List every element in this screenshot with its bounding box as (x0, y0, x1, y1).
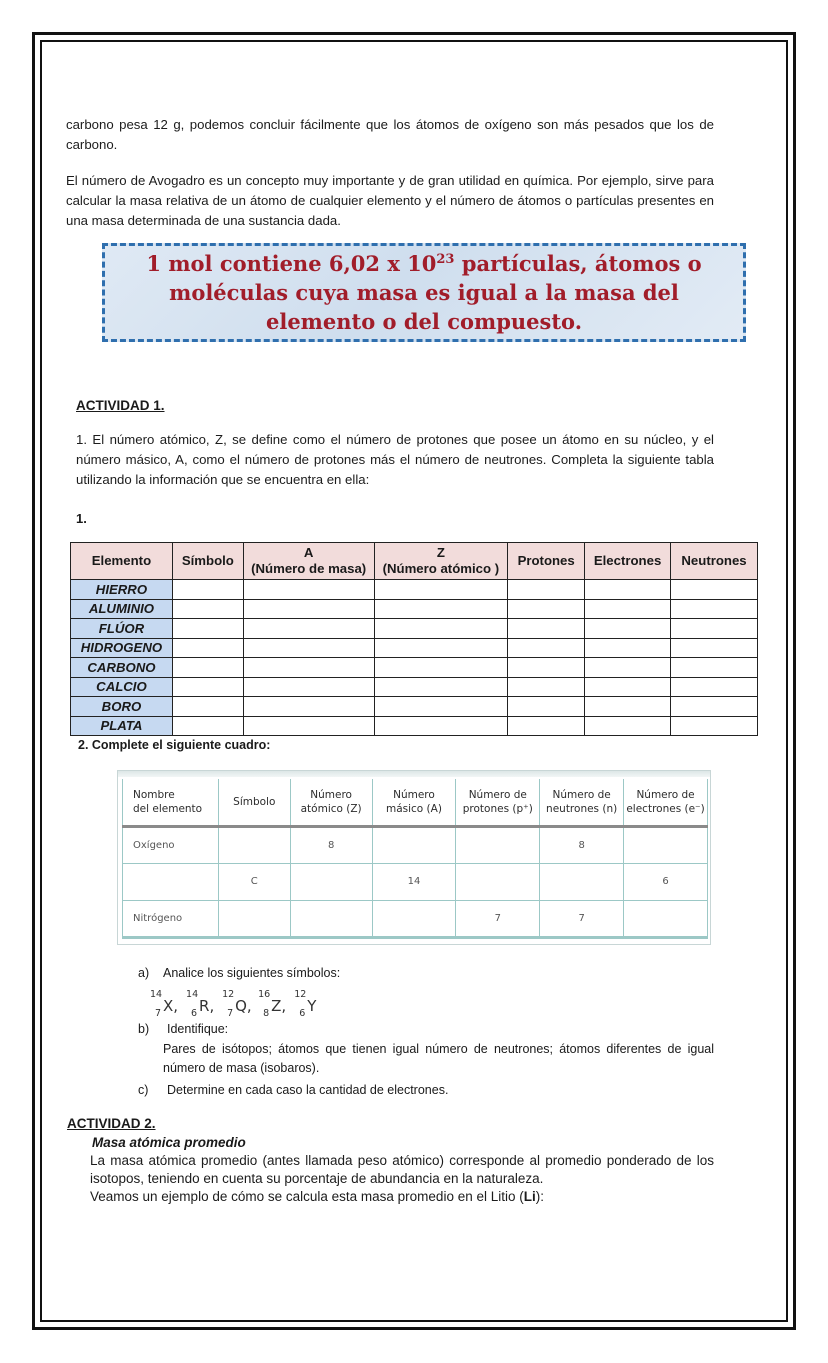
empty-answer-cell[interactable] (243, 619, 374, 639)
activity2-paragraph (90, 1152, 714, 1206)
item-b-text: Identifique: (167, 1022, 229, 1036)
isotope-symbol (150, 990, 178, 1020)
empty-answer-cell[interactable] (243, 697, 374, 717)
t2-header-electrones-1: Número de (636, 788, 695, 801)
element-letter: Z, (271, 997, 287, 1015)
isotope-symbols (150, 990, 322, 1020)
avogadro-statement (124, 249, 724, 336)
value-cell: 14 (372, 863, 456, 900)
element-letter: Q, (235, 997, 252, 1015)
empty-answer-cell[interactable] (508, 697, 585, 717)
table-row (123, 863, 708, 900)
empty-answer-cell[interactable] (671, 599, 758, 619)
element-letter: Y (307, 997, 317, 1015)
table-row (71, 580, 758, 600)
element-name-cell: Nitrógeno (123, 900, 219, 937)
element-name-cell: CALCIO (71, 677, 173, 697)
empty-answer-cell[interactable] (374, 599, 508, 619)
empty-answer-cell[interactable] (172, 599, 243, 619)
t2-header-electrones-2: electrones (e⁻) (626, 802, 705, 815)
empty-answer-cell[interactable] (671, 677, 758, 697)
item-c-label: c) (138, 1083, 149, 1097)
t2-header-masico-2: másico (A) (385, 802, 442, 815)
activity1-text: 1. El número atómico, Z, se define como el número de protones que posee un átomo en su núcleo, y el número másico, A, como el número de protones más el número de neutrones. Completa la siguiente tabla utilizando la información que se encuentra en ella: (76, 432, 714, 487)
empty-answer-cell[interactable] (172, 677, 243, 697)
empty-answer-cell[interactable] (671, 697, 758, 717)
empty-answer-cell[interactable] (374, 619, 508, 639)
value-cell[interactable] (456, 826, 540, 863)
table1-label: 1. (76, 511, 87, 526)
avogadro-part2: partículas, átomos o moléculas cuya masa es igual a la masa del elemento o del compuesto. (169, 251, 702, 334)
value-cell: 7 (540, 900, 624, 937)
header-a (243, 543, 374, 580)
activity2-text2 (90, 1188, 714, 1206)
atomic-number: 7 (155, 1008, 162, 1019)
isotope-symbol (222, 990, 250, 1020)
activity2-subheading: Masa atómica promedio (92, 1135, 246, 1150)
empty-answer-cell[interactable] (585, 697, 671, 717)
empty-answer-cell[interactable] (585, 658, 671, 678)
table-row (71, 677, 758, 697)
t2-header-atomico-2: atómico (Z) (300, 802, 362, 815)
empty-answer-cell[interactable] (374, 580, 508, 600)
empty-answer-cell[interactable] (243, 599, 374, 619)
t2-header-nombre-2: del elemento (133, 802, 203, 815)
empty-answer-cell[interactable] (508, 716, 585, 736)
value-cell[interactable] (624, 826, 708, 863)
empty-answer-cell[interactable] (585, 619, 671, 639)
header-z (374, 543, 508, 580)
empty-answer-cell[interactable] (508, 677, 585, 697)
table-row (71, 697, 758, 717)
mass-number: 14 (150, 989, 163, 1000)
empty-answer-cell[interactable] (671, 658, 758, 678)
value-cell[interactable] (290, 863, 372, 900)
value-cell[interactable] (540, 863, 624, 900)
empty-answer-cell[interactable] (243, 677, 374, 697)
isotope-symbol (186, 990, 214, 1020)
empty-answer-cell[interactable] (508, 658, 585, 678)
empty-answer-cell[interactable] (671, 580, 758, 600)
mass-number: 12 (222, 989, 235, 1000)
empty-answer-cell[interactable] (508, 580, 585, 600)
value-cell: 7 (456, 900, 540, 937)
header-a-line1: A (303, 545, 314, 560)
empty-answer-cell[interactable] (172, 697, 243, 717)
t2-header-electrones (624, 779, 708, 826)
value-cell[interactable] (372, 900, 456, 937)
table-row (71, 638, 758, 658)
avogadro-highlight-box (102, 243, 746, 342)
element-name-cell: HIDROGENO (71, 638, 173, 658)
activity2-text2-post: ): (535, 1189, 544, 1204)
empty-answer-cell[interactable] (374, 658, 508, 678)
t2-header-protones (456, 779, 540, 826)
activity2-text2-pre: Veamos un ejemplo de cómo se calcula esta masa promedio en el Litio ( (90, 1189, 524, 1204)
t2-header-protones-2: protones (p⁺) (462, 802, 533, 815)
atomic-number: 8 (263, 1008, 270, 1019)
value-cell[interactable] (218, 900, 290, 937)
empty-answer-cell[interactable] (585, 638, 671, 658)
t2-header-protones-1: Número de (468, 788, 527, 801)
header-elemento: Elemento (71, 543, 173, 580)
empty-answer-cell[interactable] (508, 599, 585, 619)
empty-answer-cell[interactable] (243, 638, 374, 658)
activity1-description (76, 430, 714, 490)
empty-answer-cell[interactable] (671, 619, 758, 639)
empty-answer-cell[interactable] (508, 638, 585, 658)
empty-answer-cell[interactable] (172, 580, 243, 600)
t2-header-neutrones-1: Número de (552, 788, 611, 801)
header-z-line2: (Número atómico ) (382, 561, 500, 576)
table-row (71, 599, 758, 619)
isotope-symbol (258, 990, 286, 1020)
element-name-cell: CARBONO (71, 658, 173, 678)
mass-number: 16 (258, 989, 271, 1000)
atomic-number: 6 (299, 1008, 306, 1019)
empty-answer-cell[interactable] (243, 716, 374, 736)
elements-table-header (71, 543, 758, 580)
table-row (123, 826, 708, 863)
header-electrones: Electrones (585, 543, 671, 580)
empty-answer-cell[interactable] (671, 638, 758, 658)
item-b-detail: Pares de isótopos; átomos que tienen igual número de neutrones; átomos diferentes de igual número de masa (isobaros). (163, 1042, 714, 1075)
t2-header-nombre (123, 779, 219, 826)
atomic-number: 6 (191, 1008, 198, 1019)
empty-answer-cell[interactable] (374, 677, 508, 697)
item-a-text: Analice los siguientes símbolos: (163, 966, 341, 980)
t2-header-neutrones-2: neutrones (n) (546, 802, 618, 815)
element-name-cell: ALUMINIO (71, 599, 173, 619)
element-letter: R, (199, 997, 215, 1015)
avogadro-exponent: 23 (436, 252, 455, 267)
table-row (71, 716, 758, 736)
empty-answer-cell[interactable] (671, 716, 758, 736)
isotope-symbol (294, 990, 322, 1020)
activity2-heading: ACTIVIDAD 2. (67, 1116, 156, 1131)
complete-table-header (123, 779, 708, 826)
t2-header-neutrones (540, 779, 624, 826)
activity2-text2-bold: Li (523, 1189, 536, 1204)
item-c-text: Determine en cada caso la cantidad de electrones. (167, 1083, 449, 1097)
t2-header-atomico-1: Número (310, 788, 352, 801)
value-cell[interactable] (218, 826, 290, 863)
header-a-line2: (Número de masa) (251, 561, 367, 576)
activity2-text1: La masa atómica promedio (antes llamada peso atómico) corresponde al promedio ponderado de los isotopos, teniendo en cuenta su porcentaje de abundancia en la naturaleza. (90, 1153, 714, 1186)
empty-answer-cell[interactable] (243, 658, 374, 678)
empty-answer-cell[interactable] (508, 619, 585, 639)
activity1-heading: ACTIVIDAD 1. (76, 398, 165, 413)
empty-answer-cell[interactable] (172, 638, 243, 658)
empty-answer-cell[interactable] (172, 619, 243, 639)
table-row (71, 619, 758, 639)
complete-table-figure (117, 770, 711, 945)
t2-header-atomico (290, 779, 372, 826)
intro-text-2: El número de Avogadro es un concepto muy importante y de gran utilidad en química. Por ejemplo, sirve para calcular la masa relativa de un átomo de cualquier elemento y el número de átomos o partículas presentes en una masa determinada de una sustancia dada. (66, 173, 714, 228)
element-name-cell: Oxígeno (123, 826, 219, 863)
empty-answer-cell[interactable] (585, 599, 671, 619)
table-row (71, 658, 758, 678)
header-neutrones: Neutrones (671, 543, 758, 580)
avogadro-part1: 1 mol contiene 6,02 x 10 (146, 251, 437, 276)
t2-header-masico (372, 779, 456, 826)
header-protones: Protones (508, 543, 585, 580)
elements-table (70, 542, 758, 736)
empty-answer-cell[interactable] (374, 638, 508, 658)
empty-answer-cell[interactable] (585, 580, 671, 600)
value-cell[interactable] (624, 900, 708, 937)
element-name-cell: BORO (71, 697, 173, 717)
item2-label: 2. Complete el siguiente cuadro: (78, 738, 271, 752)
intro-text-1: carbono pesa 12 g, podemos concluir fácilmente que los átomos de oxígeno son más pesados que los de carbono. (66, 117, 714, 152)
empty-answer-cell[interactable] (585, 716, 671, 736)
table-top-stripe (118, 771, 710, 777)
mass-number: 12 (294, 989, 307, 1000)
empty-answer-cell[interactable] (374, 697, 508, 717)
t2-header-masico-1: Número (393, 788, 435, 801)
empty-answer-cell[interactable] (172, 716, 243, 736)
value-cell: 6 (624, 863, 708, 900)
mass-number: 14 (186, 989, 199, 1000)
element-name-cell: FLÚOR (71, 619, 173, 639)
item-a-label: a) (138, 966, 150, 980)
element-name-cell: PLATA (71, 716, 173, 736)
value-cell[interactable] (456, 863, 540, 900)
empty-answer-cell[interactable] (585, 677, 671, 697)
atomic-number: 7 (227, 1008, 234, 1019)
element-letter: X, (163, 997, 179, 1015)
empty-answer-cell[interactable] (374, 716, 508, 736)
header-simbolo: Símbolo (172, 543, 243, 580)
t2-header-nombre-1: Nombre (133, 788, 175, 801)
value-cell[interactable] (372, 826, 456, 863)
intro-paragraph-2 (66, 171, 714, 231)
header-z-line1: Z (436, 545, 445, 560)
t2-header-simbolo: Símbolo (218, 779, 290, 826)
value-cell: C (218, 863, 290, 900)
element-name-cell[interactable] (123, 863, 219, 900)
item-b-label: b) (138, 1022, 150, 1036)
intro-paragraph-1 (66, 115, 714, 155)
value-cell[interactable] (290, 900, 372, 937)
complete-table (122, 779, 708, 939)
empty-answer-cell[interactable] (172, 658, 243, 678)
value-cell: 8 (540, 826, 624, 863)
table-row (123, 900, 708, 937)
empty-answer-cell[interactable] (243, 580, 374, 600)
element-name-cell: HIERRO (71, 580, 173, 600)
value-cell: 8 (290, 826, 372, 863)
